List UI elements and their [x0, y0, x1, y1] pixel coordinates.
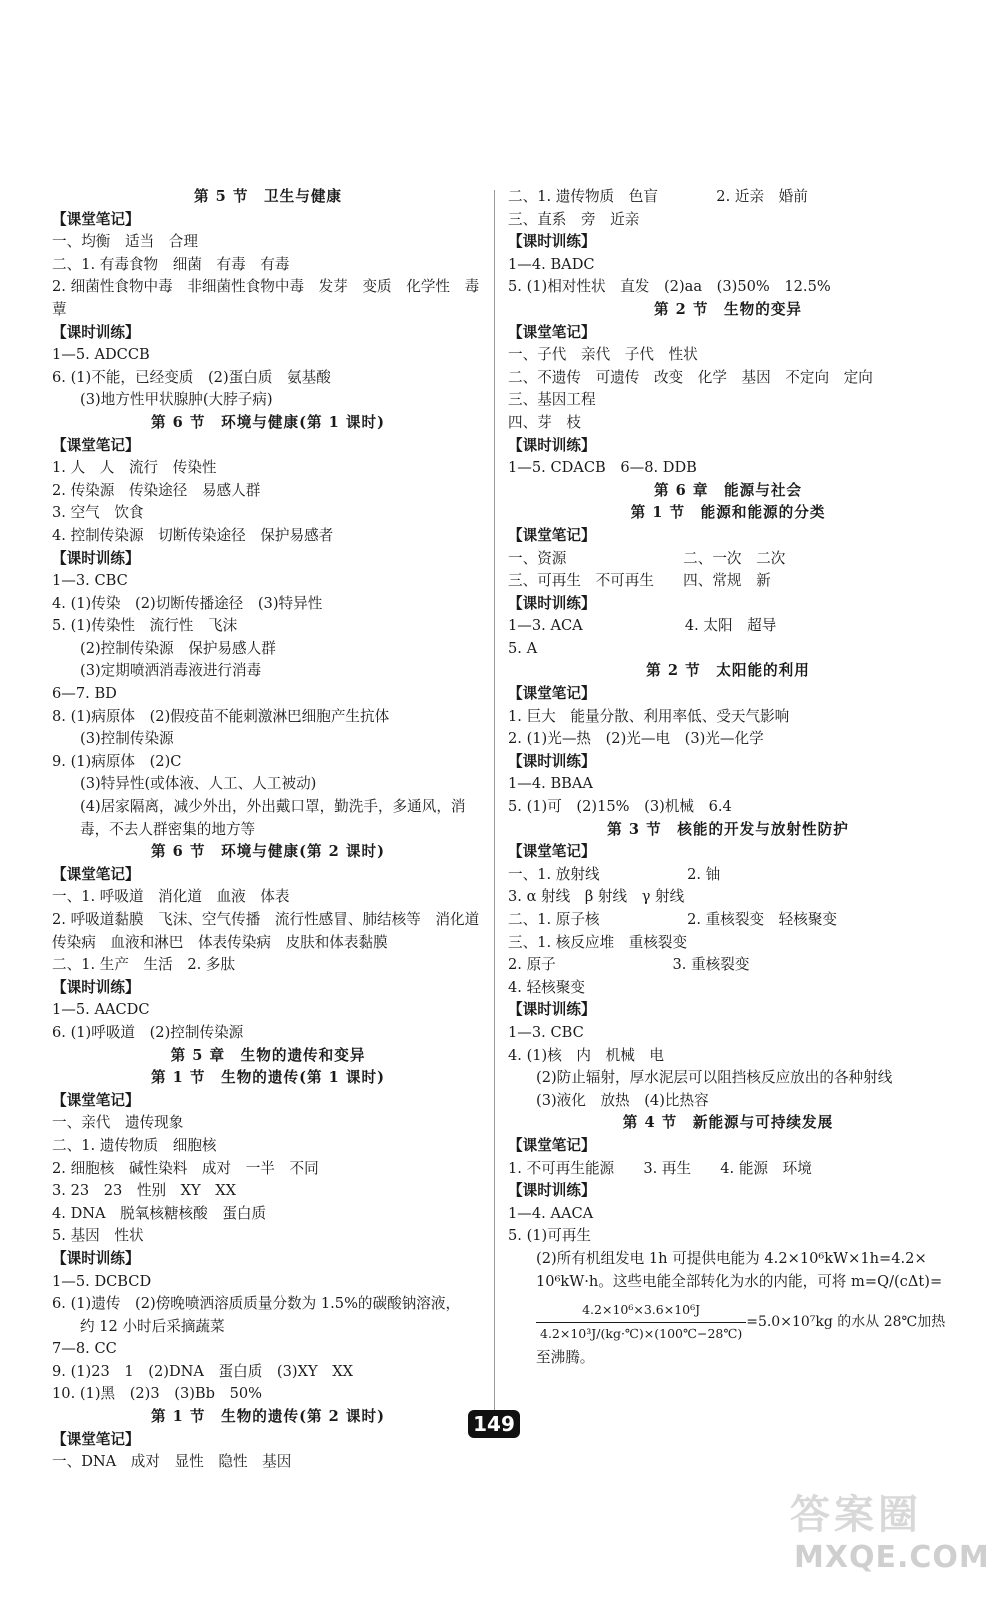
watermark-logo: [790, 1490, 990, 1590]
answer-line: 8. (1)病原体 (2)假疫苗不能刺激淋巴细胞产生抗体: [52, 707, 390, 725]
subsection-label: 【课时训练】: [52, 323, 140, 341]
answer-line-indented: (3)控制传染源: [80, 730, 174, 748]
answer-line: 9. (1)23 1 (2)DNA 蛋白质 (3)XY XX: [52, 1362, 353, 1380]
subsection-label: 【课堂笔记】: [52, 1430, 140, 1448]
answer-line: 3. 23 23 性别 XY XX: [52, 1182, 237, 1200]
section-heading: 第 2 节 生物的变异: [653, 300, 803, 318]
answer-line: 3. α 射线 β 射线 γ 射线: [508, 888, 685, 906]
answer-line: 1. 人 人 流行 传染性: [52, 459, 217, 477]
right-column-part-b: [508, 1347, 948, 1370]
answer-line: 5. (1)可 (2)15% (3)机械 6.4: [508, 798, 732, 816]
answer-line-indented: (2)控制传染源 保护易感人群: [80, 639, 276, 657]
subsection-label: 【课时训练】: [508, 752, 596, 770]
subsection-label: 【课时训练】: [508, 1182, 596, 1200]
fraction: [536, 1299, 746, 1345]
answer-line: 二、1. 遗传物质 细胞核: [52, 1136, 217, 1154]
answer-line: 6. (1)呼吸道 (2)控制传染源: [52, 1023, 244, 1041]
answer-line: 2. 原子 3. 重核裂变: [508, 956, 750, 974]
right-column: [508, 186, 948, 1370]
answer-line: 2. 细胞核 碱性染料 成对 一半 不同: [52, 1159, 319, 1177]
section-heading: 第 6 节 环境与健康(第 2 课时): [151, 843, 385, 861]
answer-line: 9. (1)病原体 (2)C: [52, 752, 182, 770]
answer-line: 6. (1)不能，已经变质 (2)蛋白质 氨基酸: [52, 368, 331, 386]
answer-line: 5. 基因 性状: [52, 1227, 144, 1245]
section-heading: 第 1 节 能源和能源的分类: [630, 504, 826, 522]
answer-line: 10. (1)黑 (2)3 (3)Bb 50%: [52, 1385, 263, 1403]
answer-line: 1—3. CBC: [508, 1023, 584, 1041]
answer-line: 6—7. BD: [52, 685, 117, 703]
answer-line: 2. (1)光—热 (2)光—电 (3)光—化学: [508, 730, 764, 748]
answer-line: 一、资源 二、一次 二次: [508, 549, 786, 567]
section-heading: 第 5 节 卫生与健康: [193, 188, 343, 205]
answer-line-indented: (4)居家隔离，减少外出，外出戴口罩，勤洗手，多通风，消毒，不去人群密集的地方等: [80, 798, 466, 838]
answer-line-wrapped: 2. 细菌性食物中毒 非细菌性食物中毒 发芽 变质 化学性 毒蕈: [52, 278, 480, 318]
answer-line: 二、不遗传 可遗传 改变 化学 基因 不定向 定向: [508, 368, 873, 386]
answer-line-wrapped: 2. 呼吸道黏膜 飞沫、空气传播 流行性感冒、肺结核等 消化道传染病 血液和淋巴 体表传染病 皮肤和体表黏膜: [52, 911, 480, 951]
subsection-label: 【课堂笔记】: [508, 323, 596, 341]
section-heading: 第 1 节 生物的遗传(第 1 课时): [151, 1069, 385, 1087]
section-heading: 第 5 章 生物的遗传和变异: [170, 1046, 366, 1064]
subsection-label: 【课时训练】: [52, 978, 140, 996]
subsection-label: 【课堂笔记】: [508, 526, 596, 544]
answer-line: 4. DNA 脱氧核糖核酸 蛋白质: [52, 1204, 267, 1222]
answer-line: 二、1. 有毒食物 细菌 有毒 有毒: [52, 255, 290, 273]
column-divider: [494, 190, 495, 1415]
fraction-numerator: 4.2×10⁶×3.6×10⁶J: [536, 1299, 746, 1323]
answer-line: 4. (1)核 内 机械 电: [508, 1046, 664, 1064]
answer-line: 1—4. AACA: [508, 1204, 594, 1222]
subsection-label: 【课时训练】: [52, 549, 140, 567]
watermark-top: 答案圈: [790, 1492, 922, 1538]
answer-line-indented: 10⁶kW·h。这些电能全部转化为水的内能，可将 m=Q/(cΔt)=: [536, 1272, 943, 1290]
answer-line: 1—5. ADCCB: [52, 346, 150, 364]
answer-line: 1—4. BBAA: [508, 775, 593, 793]
right-column-part-a: [508, 186, 948, 1293]
answer-line: 1—5. DCBCD: [52, 1272, 152, 1290]
answer-line: 5. (1)相对性状 直发 (2)aa (3)50% 12.5%: [508, 278, 831, 296]
answer-line: 7—8. CC: [52, 1340, 117, 1358]
answer-line: 5. A: [508, 639, 538, 657]
answer-line: 1—4. BADC: [508, 255, 595, 273]
subsection-label: 【课堂笔记】: [52, 1091, 140, 1109]
answer-line: 一、亲代 遗传现象: [52, 1114, 184, 1132]
answer-line: 一、DNA 成对 显性 隐性 基因: [52, 1453, 292, 1471]
answer-line: 一、1. 呼吸道 消化道 血液 体表: [52, 888, 290, 906]
answer-line: 一、子代 亲代 子代 性状: [508, 346, 698, 364]
answer-line: 1—5. CDACB 6—8. DDB: [508, 459, 697, 477]
answer-line: 1—5. AACDC: [52, 1001, 150, 1019]
answer-line: 2. 传染源 传染途径 易感人群: [52, 481, 261, 499]
answer-line-indented: 至沸腾。: [536, 1349, 595, 1367]
answer-line: 三、直系 旁 近亲: [508, 210, 640, 228]
subsection-label: 【课时训练】: [508, 1001, 596, 1019]
answer-line: 5. (1)可再生: [508, 1227, 592, 1245]
answer-line-indented: (3)液化 放热 (4)比热容: [536, 1091, 709, 1109]
subsection-label: 【课时训练】: [508, 436, 596, 454]
answer-line-indented: (3)特异性(或体液、人工、人工被动): [80, 775, 317, 793]
answer-line: 6. (1)遗传 (2)傍晚喷洒溶质质量分数为 1.5%的碳酸钠溶液，: [52, 1295, 461, 1313]
section-heading: 第 6 章 能源与社会: [653, 481, 803, 499]
section-heading: 第 2 节 太阳能的利用: [646, 662, 810, 680]
section-heading: 第 6 节 环境与健康(第 1 课时): [151, 413, 385, 431]
answer-line-indented: (3)定期喷洒消毒液进行消毒: [80, 662, 262, 680]
answer-line: 1. 不可再生能源 3. 再生 4. 能源 环境: [508, 1159, 812, 1177]
section-heading: 第 4 节 新能源与可持续发展: [622, 1114, 834, 1132]
subsection-label: 【课时训练】: [52, 1249, 140, 1267]
answer-line: 一、均衡 适当 合理: [52, 233, 198, 251]
left-column: [52, 186, 484, 1474]
answer-line: 1—3. CBC: [52, 572, 128, 590]
subsection-label: 【课时训练】: [508, 594, 596, 612]
answer-line-indented: (3)地方性甲状腺肿(大脖子病): [80, 391, 273, 409]
answer-line: 四、芽 枝: [508, 413, 581, 431]
subsection-label: 【课堂笔记】: [508, 843, 596, 861]
page-number: 149: [468, 1410, 520, 1438]
answer-line: 3. 空气 饮食: [52, 504, 144, 522]
answer-line: 三、基因工程: [508, 391, 596, 409]
answer-line: 5. (1)传染性 流行性 飞沫: [52, 617, 238, 635]
answer-line: 一、1. 放射线 2. 铀: [508, 865, 721, 883]
answer-line-indented: (2)所有机组发电 1h 可提供电能为 4.2×10⁶kW×1h=4.2×: [536, 1249, 927, 1267]
answer-line-indented: 约 12 小时后采摘蔬菜: [80, 1317, 225, 1335]
subsection-label: 【课时训练】: [508, 233, 596, 251]
answer-line: 三、1. 核反应堆 重核裂变: [508, 933, 688, 951]
subsection-label: 【课堂笔记】: [508, 1136, 596, 1154]
subsection-label: 【课堂笔记】: [508, 685, 596, 703]
answer-line: 4. 轻核聚变: [508, 978, 585, 996]
subsection-label: 【课堂笔记】: [52, 210, 140, 228]
answer-line: 1. 巨大 能量分散、利用率低、受天气影响: [508, 707, 790, 725]
answer-line: 三、可再生 不可再生 四、常规 新: [508, 572, 771, 590]
answer-line: 二、1. 遗传物质 色盲 2. 近亲 婚前: [508, 188, 808, 205]
formula-line: [508, 1299, 948, 1345]
watermark-bottom: MXQE.COM: [794, 1540, 990, 1575]
answer-line: 二、1. 生产 生活 2. 多肽: [52, 956, 236, 974]
section-heading: 第 3 节 核能的开发与放射性防护: [607, 820, 849, 838]
subsection-label: 【课堂笔记】: [52, 436, 140, 454]
formula-result: =5.0×10⁷kg 的水从 28℃加热: [746, 1313, 946, 1330]
fraction-denominator: 4.2×10³J/(kg·℃)×(100℃−28℃): [540, 1325, 743, 1341]
answer-line: 4. 控制传染源 切断传染途径 保护易感者: [52, 526, 334, 544]
section-heading: 第 1 节 生物的遗传(第 2 课时): [151, 1408, 385, 1426]
answer-line: 1—3. ACA 4. 太阳 超导: [508, 617, 777, 635]
answer-line: 4. (1)传染 (2)切断传播途径 (3)特异性: [52, 594, 323, 612]
answer-line: 二、1. 原子核 2. 重核裂变 轻核聚变: [508, 911, 838, 928]
answer-line-indented: (2)防止辐射，厚水泥层可以阻挡核反应放出的各种射线: [536, 1069, 893, 1087]
subsection-label: 【课堂笔记】: [52, 865, 140, 883]
